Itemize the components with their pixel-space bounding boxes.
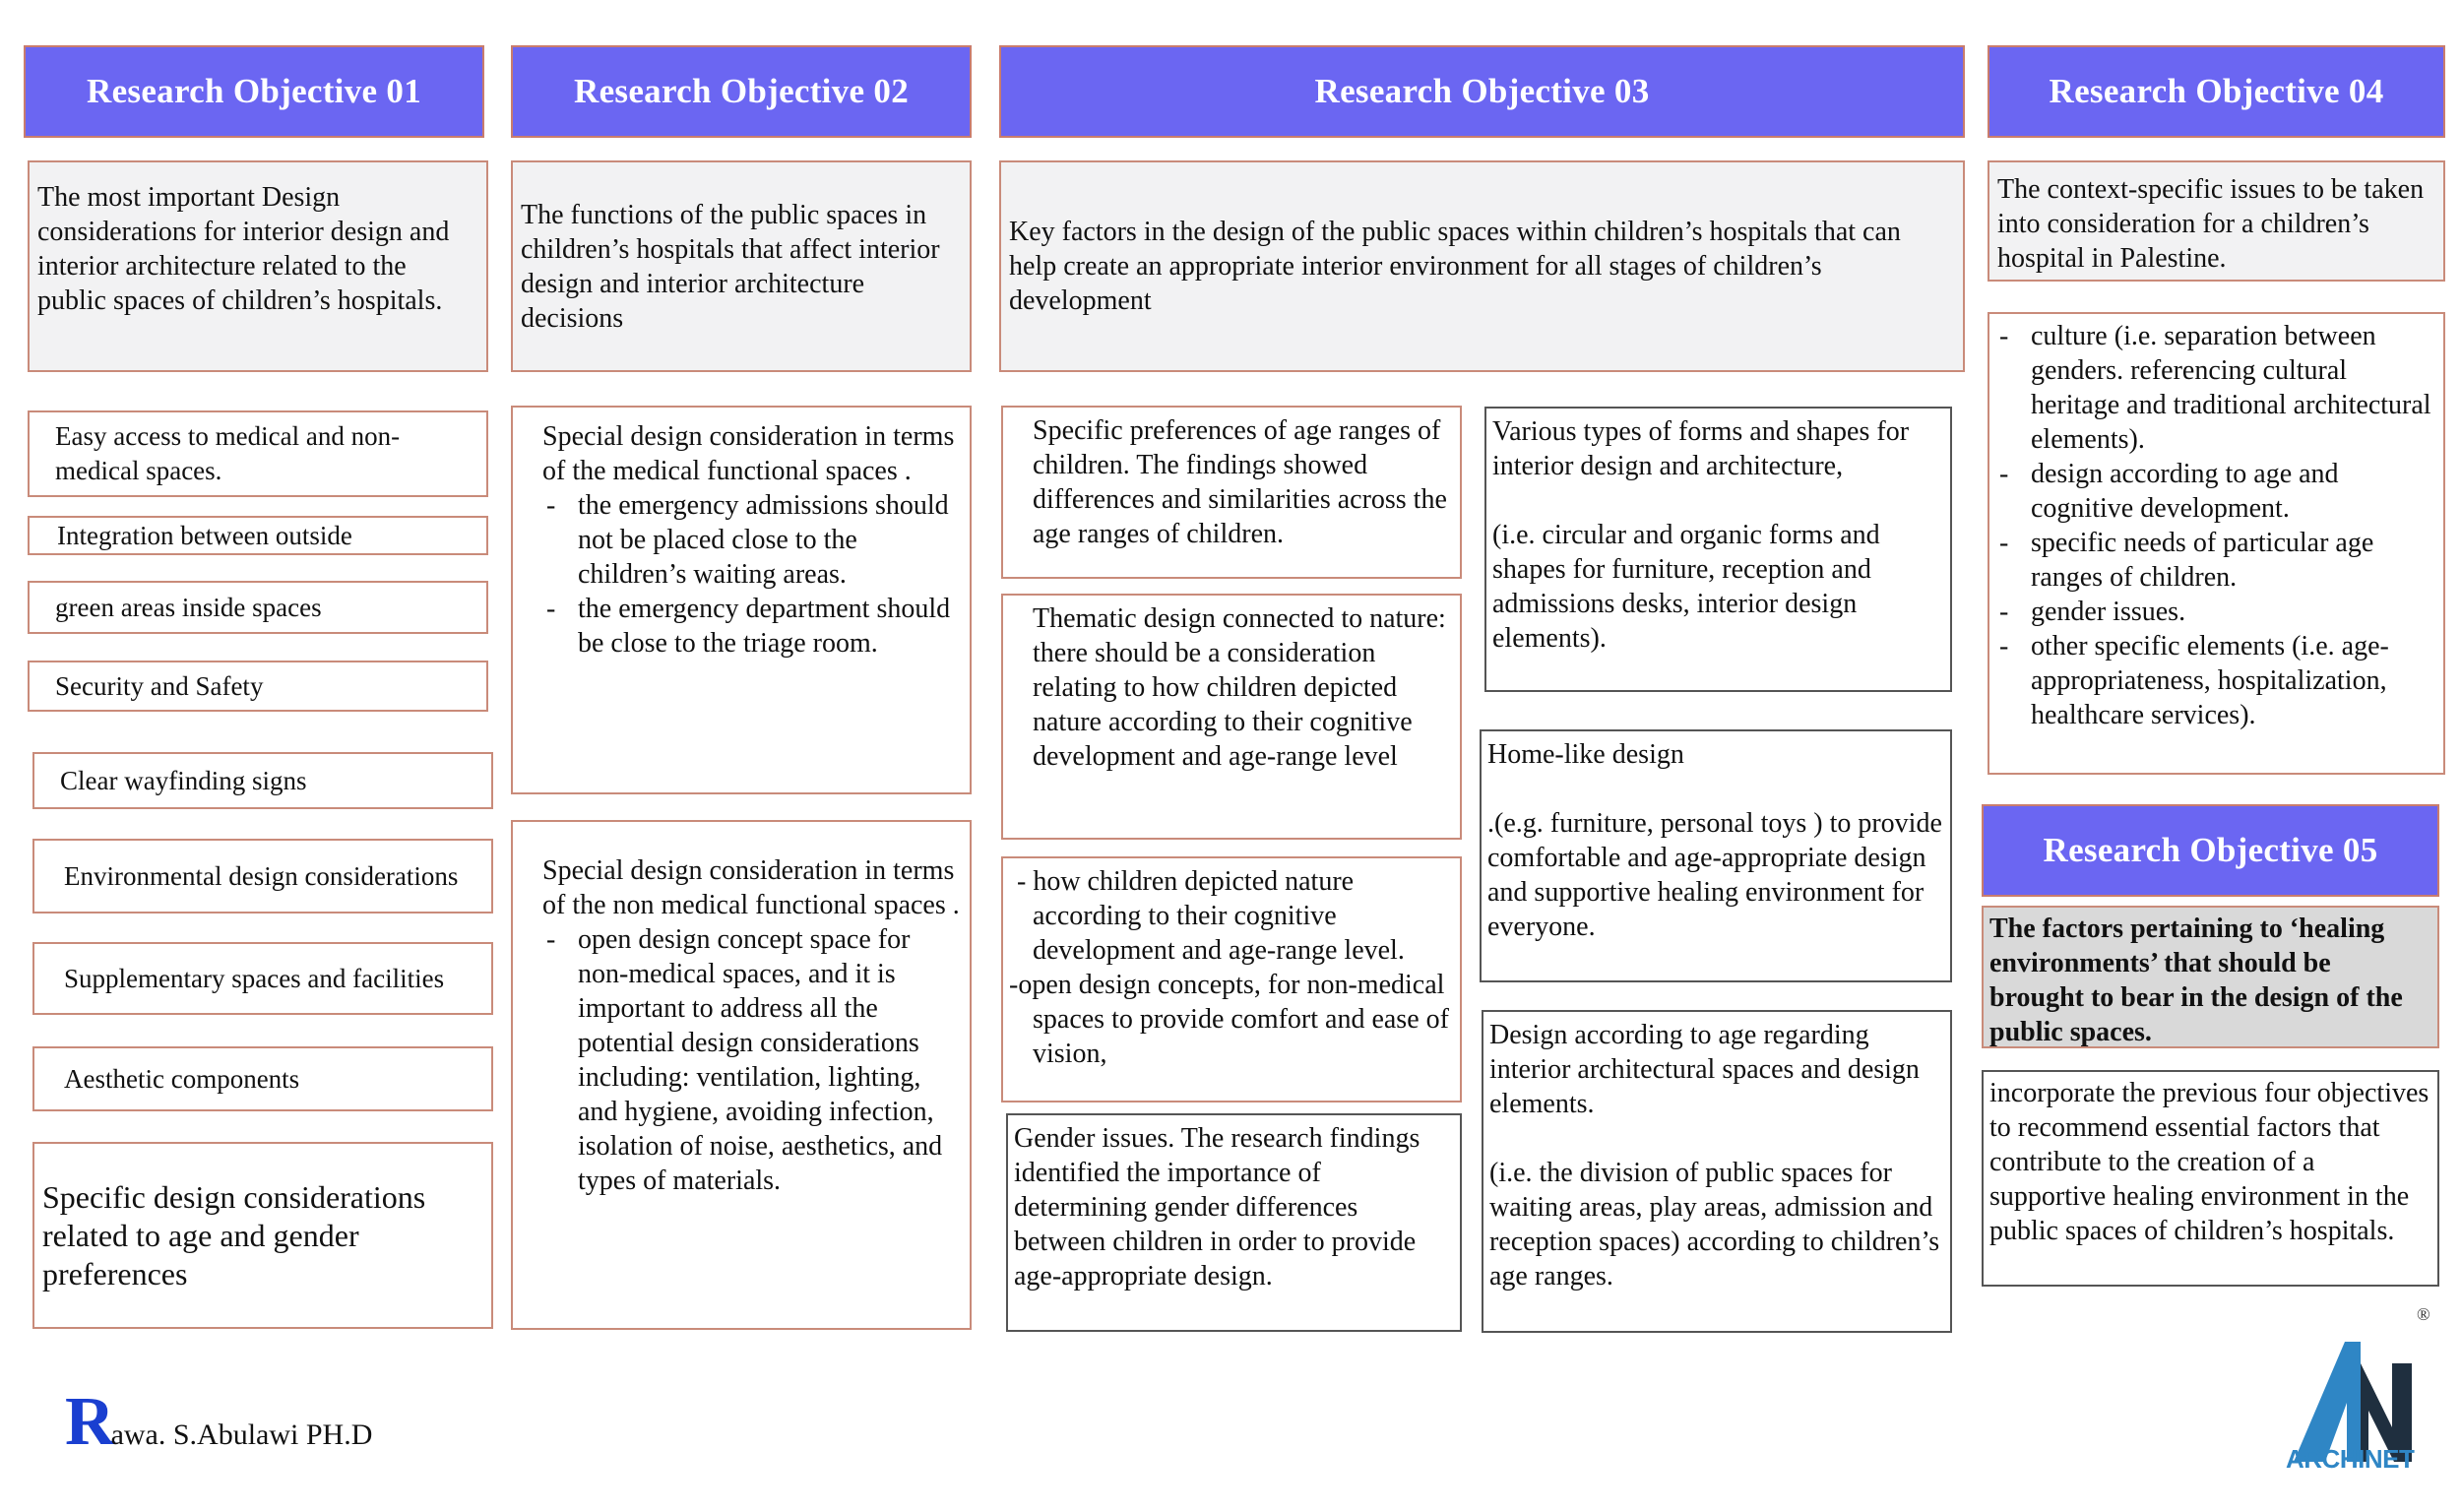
objective-03-forms-shapes — [1484, 407, 1952, 692]
objective-03-age-design — [1482, 1010, 1952, 1333]
objective-01-item: Supplementary spaces and facilities — [32, 942, 493, 1015]
registered-mark: ® — [2417, 1304, 2430, 1324]
objective-01-item: Integration between outside — [28, 516, 488, 555]
objective-03-gender-issues: Gender issues. The research findings identified the importance of determining gender differences between children in order to provide age-appropriate design. — [1006, 1113, 1462, 1332]
objective-03-description: Key factors in the design of the public spaces within children’s hospitals that can help create an appropriate interior environment for all stages of children’s development — [999, 160, 1965, 372]
objective-04-header: Research Objective 04 — [1988, 45, 2445, 138]
objective-03-nature-open-concept — [1001, 856, 1462, 1102]
objective-01-item: Aesthetic components — [32, 1046, 493, 1111]
objective-01-item: Easy access to medical and non-medical spaces. — [28, 410, 488, 497]
author-initial: R — [65, 1384, 111, 1460]
objective-01-item: Specific design considerations related to age and gender preferences — [32, 1142, 493, 1329]
objective-03-home-like-title: Home-like design — [1487, 739, 1684, 770]
objective-02-medical-point: - the emergency department should be close to the triage room. — [542, 592, 960, 661]
objective-03-home-like — [1480, 729, 1952, 982]
objective-02-non-medical-intro: Special design consideration in terms of the non medical functional spaces . — [542, 855, 960, 920]
objective-01-item: green areas inside spaces — [28, 581, 488, 634]
objective-03-age-preferences: Specific preferences of age ranges of children. The findings showed differences and similarities across the age ranges of children. — [1001, 406, 1462, 579]
objective-05-header: Research Objective 05 — [1982, 804, 2439, 897]
objective-03-age-design-title: Design according to age regarding interior architectural spaces and design elements. — [1489, 1020, 1920, 1119]
objective-02-description: The functions of the public spaces in children’s hospitals that affect interior design and interior architecture decisions — [511, 160, 972, 372]
objective-05-description: The factors pertaining to ‘healing environments’ that should be brought to bear in the design of the public spaces. — [1982, 906, 2439, 1048]
objective-03-forms-shapes-title: Various types of forms and shapes for interior design and architecture, — [1492, 416, 1910, 481]
objective-02-medical-point: - the emergency admissions should not be placed close to the children’s waiting areas. — [542, 488, 960, 592]
objective-04-points — [1995, 319, 2437, 732]
objective-02-medical-intro: Special design consideration in terms of the medical functional spaces . — [542, 421, 955, 486]
objective-04-point: - other specific elements (i.e. age-appropriateness, hospitalization, healthcare services). — [1995, 629, 2437, 732]
objective-02-non-medical-points — [542, 922, 960, 1198]
objective-01-header: Research Objective 01 — [24, 45, 484, 138]
archinet-wordmark: ARCHINET — [2286, 1444, 2415, 1474]
objective-05-body: incorporate the previous four objectives to recommend essential factors that contribute to the creation of a supportive healing environment in the public spaces of children’s hospitals. — [1982, 1070, 2439, 1287]
objective-04-point: - specific needs of particular age ranges of children. — [1995, 526, 2437, 595]
objective-03-forms-shapes-detail: (i.e. circular and organic forms and shapes for furniture, reception and admissions desks, interior design elements). — [1492, 520, 1880, 654]
archinet-logo — [2284, 1304, 2441, 1501]
objective-01-item: Environmental design considerations — [32, 839, 493, 914]
objective-03-header: Research Objective 03 — [999, 45, 1965, 138]
objective-02-non-medical-block — [511, 820, 972, 1330]
objective-01-item: Clear wayfinding signs — [32, 752, 493, 809]
objective-03-home-like-detail: .(e.g. furniture, personal toys ) to provide comfortable and age-appropriate design and supportive healing environment for everyone. — [1487, 808, 1942, 942]
objective-02-medical-block — [511, 406, 972, 794]
objective-02-header: Research Objective 02 — [511, 45, 972, 138]
objective-02-medical-points — [542, 488, 960, 661]
objective-04-description: The context-specific issues to be taken into consideration for a children’s hospital in Palestine. — [1988, 160, 2445, 282]
objective-04-point: - culture (i.e. separation between genders. referencing cultural heritage and traditional architectural elements). — [1995, 319, 2437, 457]
objective-01-item: Security and Safety — [28, 661, 488, 712]
objective-03-thematic-nature: Thematic design connected to nature: there should be a consideration relating to how children depicted nature according to their cognitive development and age-range level — [1001, 594, 1462, 840]
objective-04-points-box — [1988, 312, 2445, 775]
objective-03-nature-line: - how children depicted nature according to their cognitive development and age-range level. — [1017, 866, 1405, 966]
objective-04-point: - design according to age and cognitive development. — [1995, 457, 2437, 526]
author-signature — [65, 1384, 373, 1460]
author-name: awa. S.Abulawi PH.D — [110, 1418, 373, 1451]
objective-04-point: - gender issues. — [1995, 595, 2437, 629]
objective-02-non-medical-point: - open design concept space for non-medical spaces, and it is important to address all the potential design considerations including: ventilation, lighting, and hygiene, avoiding infection, isolation of noise, aesthetics, and types of materials. — [542, 922, 960, 1198]
objective-03-age-design-detail: (i.e. the division of public spaces for waiting areas, play areas, admission and reception spaces) according to children’s age ranges. — [1489, 1158, 1940, 1292]
objective-03-open-concept-line: -open design concepts, for non-medical spaces to provide comfort and ease of vision, — [1009, 970, 1449, 1069]
objective-01-description: The most important Design considerations for interior design and interior architecture related to the public spaces of children’s hospitals. — [28, 160, 488, 372]
